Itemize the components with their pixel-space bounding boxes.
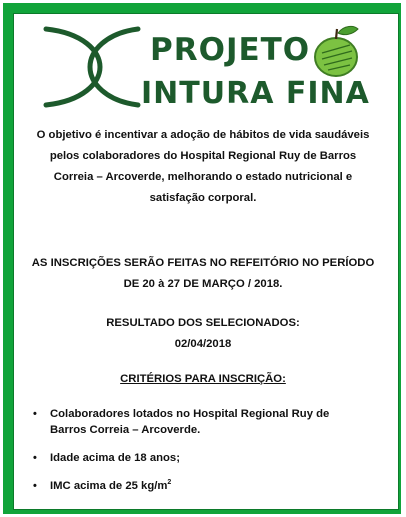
bullet-icon: •	[33, 452, 37, 464]
intro-paragraph: O objetivo é incentivar a adoção de hábitos de vida saudáveis pelos colaboradores do Hospital Regional Ruy de Barros Correia – Arcoverde, melhorando o estado nutricional e satisfação corporal.	[36, 129, 370, 204]
list-item	[28, 478, 358, 494]
logo-title-line1: PROJETO	[150, 32, 311, 68]
list-item	[28, 450, 358, 466]
logo-title-line2: INTURA FINA	[141, 76, 370, 111]
criteria-item-text: Colaboradores lotados no Hospital Regional Ruy de Barros Correia – Arcoverde.	[50, 408, 330, 436]
result-date: 02/04/2018	[174, 338, 232, 350]
logo-symbol-icon	[38, 19, 148, 115]
result-label: RESULTADO DOS SELECIONADOS:	[106, 317, 300, 329]
result-block	[30, 313, 376, 355]
bullet-icon: •	[33, 480, 37, 492]
criteria-list	[28, 406, 358, 494]
criteria-item-text: IMC acima de 25 kg/m	[50, 480, 168, 492]
list-item	[28, 406, 358, 438]
registration-notice: AS INSCRIÇÕES SERÃO FEITAS NO REFEITÓRIO NO PERÍODO DE 20 à 27 DE MARÇO / 2018.	[31, 257, 375, 290]
bullet-icon: •	[33, 408, 37, 420]
project-logo	[38, 19, 368, 115]
criteria-heading: CRITÉRIOS PARA INSCRIÇÃO:	[120, 373, 286, 385]
criteria-item-text: Idade acima de 18 anos;	[50, 452, 180, 464]
apple-icon	[306, 23, 368, 81]
imc-superscript: 2	[167, 479, 172, 487]
